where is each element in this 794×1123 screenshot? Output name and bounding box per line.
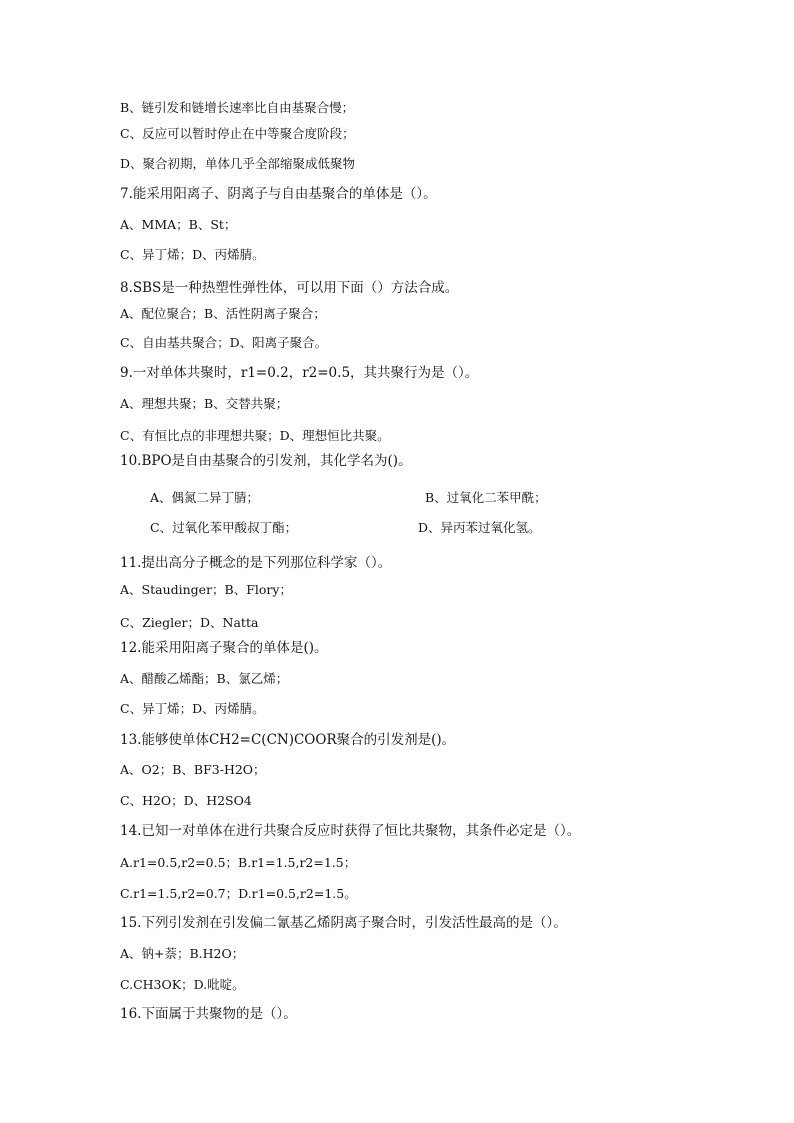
question-10-option-a: A、偶氮二异丁腈； — [150, 490, 260, 505]
question-12-options-ab: A、醋酸乙烯酯；B、氯乙烯； — [120, 671, 289, 686]
question-10-option-d: D、异丙苯过氧化氢。 — [418, 520, 541, 535]
question-10-option-b: B、过氧化二苯甲酰； — [425, 490, 547, 505]
question-8-options-cd: C、自由基共聚合；D、阳离子聚合。 — [120, 335, 328, 350]
question-13-options-cd: C、H2O；D、H2SO4 — [120, 793, 252, 808]
question-14: 14.已知一对单体在进行共聚合反应时获得了恒比共聚物，其条件必定是（）。 — [120, 823, 581, 839]
option-d-line: D、聚合初期，单体几乎全部缩聚成低聚物 — [120, 156, 356, 171]
question-15: 15.下列引发剂在引发偏二氰基乙烯阴离子聚合时，引发活性最高的是（）。 — [120, 915, 567, 931]
question-12-options-cd: C、异丁烯；D、丙烯腈。 — [120, 701, 265, 716]
question-11-options-cd: C、Ziegler；D、Natta — [120, 615, 259, 630]
question-10-option-c: C、过氧化苯甲酸叔丁酯； — [150, 520, 298, 535]
question-7-options-cd: C、异丁烯；D、丙烯腈。 — [120, 247, 265, 262]
question-13: 13.能够使单体CH2=C(CN)COOR聚合的引发剂是()。 — [120, 732, 456, 748]
question-14-options-ab: A.r1=0.5,r2=0.5；B.r1=1.5,r2=1.5； — [120, 855, 357, 870]
question-10: 10.BPO是自由基聚合的引发剂，其化学名为()。 — [120, 453, 412, 469]
question-9-options-ab: A、理想共聚；B、交替共聚； — [120, 396, 289, 411]
question-11-options-ab: A、Staudinger；B、Flory； — [120, 582, 292, 597]
question-15-options-ab: A、钠+萘；B.H2O； — [120, 946, 245, 961]
option-b-line: B、链引发和链增长速率比自由基聚合慢； — [120, 100, 355, 115]
question-9: 9.一对单体共聚时，r1=0.2，r2=0.5，其共聚行为是（）。 — [120, 365, 479, 381]
question-11: 11.提出高分子概念的是下列那位科学家（）。 — [120, 555, 392, 571]
question-9-options-cd: C、有恒比点的非理想共聚；D、理想恒比共聚。 — [120, 428, 390, 443]
question-7: 7.能采用阳离子、阴离子与自由基聚合的单体是（）。 — [120, 186, 437, 202]
question-16: 16.下面属于共聚物的是（）。 — [120, 1006, 297, 1022]
question-7-options-ab: A、MMA；B、St； — [120, 217, 237, 232]
question-15-options-cd: C.CH3OK；D.吡啶。 — [120, 977, 245, 992]
question-14-options-cd: C.r1=1.5,r2=0.7；D.r1=0.5,r2=1.5。 — [120, 886, 357, 901]
option-c-line: C、反应可以暂时停止在中等聚合度阶段； — [120, 126, 355, 141]
question-13-options-ab: A、O2；B、BF3-H2O； — [120, 762, 266, 777]
question-8-options-ab: A、配位聚合；B、活性阴离子聚合； — [120, 306, 326, 321]
question-8: 8.SBS是一种热塑性弹性体，可以用下面（）方法合成。 — [120, 280, 459, 296]
question-12: 12.能采用阳离子聚合的单体是()。 — [120, 640, 328, 656]
